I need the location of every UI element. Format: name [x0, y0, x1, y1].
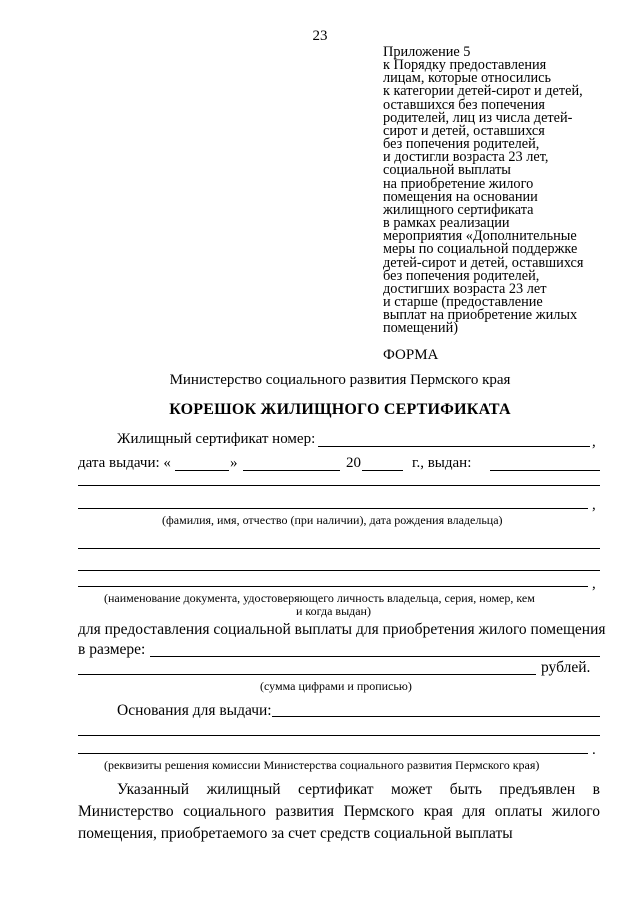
grounds-field-line-1[interactable]	[272, 716, 600, 717]
comma: ,	[592, 434, 596, 450]
year-suffix: г., выдан:	[412, 455, 472, 471]
owner-caption: (фамилия, имя, отчество (при наличии), дата рождения владельца)	[162, 513, 503, 527]
document-title: КОРЕШОК ЖИЛИЩНОГО СЕРТИФИКАТА	[169, 401, 511, 418]
year-prefix: 20	[346, 455, 361, 471]
period: .	[592, 742, 596, 758]
appendix-line: без попечения родителей,	[383, 136, 540, 153]
rubles-label: рублей.	[541, 659, 591, 676]
appendix-line: на приобретение жилого	[383, 175, 534, 192]
ministry-name: Министерство социального развития Пермского края	[169, 372, 511, 388]
appendix-line: и старше (предоставление	[383, 293, 543, 310]
page-number: 23	[312, 28, 328, 44]
appendix-line: помещений)	[383, 320, 458, 337]
document-field-line-3[interactable]	[78, 586, 588, 587]
grounds-field-line-2[interactable]	[78, 735, 600, 736]
appendix-line: социальной выплаты	[383, 162, 511, 179]
issue-day-field[interactable]	[175, 470, 229, 471]
appendix-line: Приложение 5	[383, 44, 471, 60]
amount-label: в размере:	[78, 641, 146, 658]
comma: ,	[592, 576, 596, 592]
appendix-line: меры по социальной поддержке	[383, 241, 578, 258]
appendix-line: к Порядку предоставления	[383, 57, 547, 74]
appendix-line: родителей, лиц из числа детей-	[383, 109, 573, 126]
grounds-caption: (реквизиты решения комиссии Министерства социального развития Пермского края)	[104, 758, 540, 772]
amount-field-line-2[interactable]	[78, 674, 536, 675]
purpose-text: для предоставления социальной выплаты для приобретения жилого помещения	[78, 621, 606, 638]
appendix-line: к категории детей-сирот и детей,	[383, 83, 583, 100]
appendix-line: лицам, которые относились	[383, 70, 552, 87]
appendix-line: детей-сирот и детей, оставшихся	[383, 254, 584, 271]
grounds-label: Основания для выдачи:	[117, 702, 272, 719]
appendix-line: без попечения родителей,	[383, 267, 540, 284]
appendix-header	[383, 46, 583, 335]
form-label: ФОРМА	[383, 347, 439, 363]
appendix-line: сирот и детей, оставшихся	[383, 122, 545, 139]
amount-caption: (сумма цифрами и прописью)	[260, 679, 412, 693]
owner-field-line-1[interactable]	[78, 485, 600, 486]
appendix-line: помещения на основании	[383, 188, 538, 205]
appendix-line: жилищного сертификата	[383, 201, 534, 218]
appendix-line: достигших возраста 23 лет	[383, 280, 547, 297]
document-field-line-2[interactable]	[78, 570, 600, 571]
document-field-line-1[interactable]	[78, 548, 600, 549]
closing-paragraph: Указанный жилищный сертификат может быть предъявлен в Министерство социального развития Пермского края для оплаты жилого помещения, приобретаемого за счет средств социальной выплаты	[78, 781, 600, 842]
document-caption-line-1: (наименование документа, удостоверяющего личность владельца, серия, номер, кем	[104, 591, 535, 605]
certificate-number-field[interactable]	[318, 446, 590, 447]
owner-field-line-2[interactable]	[78, 508, 588, 509]
appendix-line: мероприятия «Дополнительные	[383, 228, 577, 245]
issued-to-field[interactable]	[490, 470, 600, 471]
issue-date-label: дата выдачи: «	[78, 455, 171, 471]
appendix-line: и достигли возраста 23 лет,	[383, 149, 549, 166]
quote-close: »	[230, 455, 238, 471]
issue-month-field[interactable]	[243, 470, 340, 471]
appendix-line: в рамках реализации	[383, 215, 510, 232]
appendix-line: выплат на приобретение жилых	[383, 307, 578, 324]
comma: ,	[592, 497, 596, 513]
certificate-number-label: Жилищный сертификат номер:	[117, 431, 316, 447]
document-caption-line-2: и когда выдан)	[296, 604, 371, 618]
issue-year-field[interactable]	[362, 470, 403, 471]
appendix-line: оставшихся без попечения	[383, 96, 545, 113]
amount-field-line-1[interactable]	[150, 656, 600, 657]
grounds-field-line-3[interactable]	[78, 753, 588, 754]
